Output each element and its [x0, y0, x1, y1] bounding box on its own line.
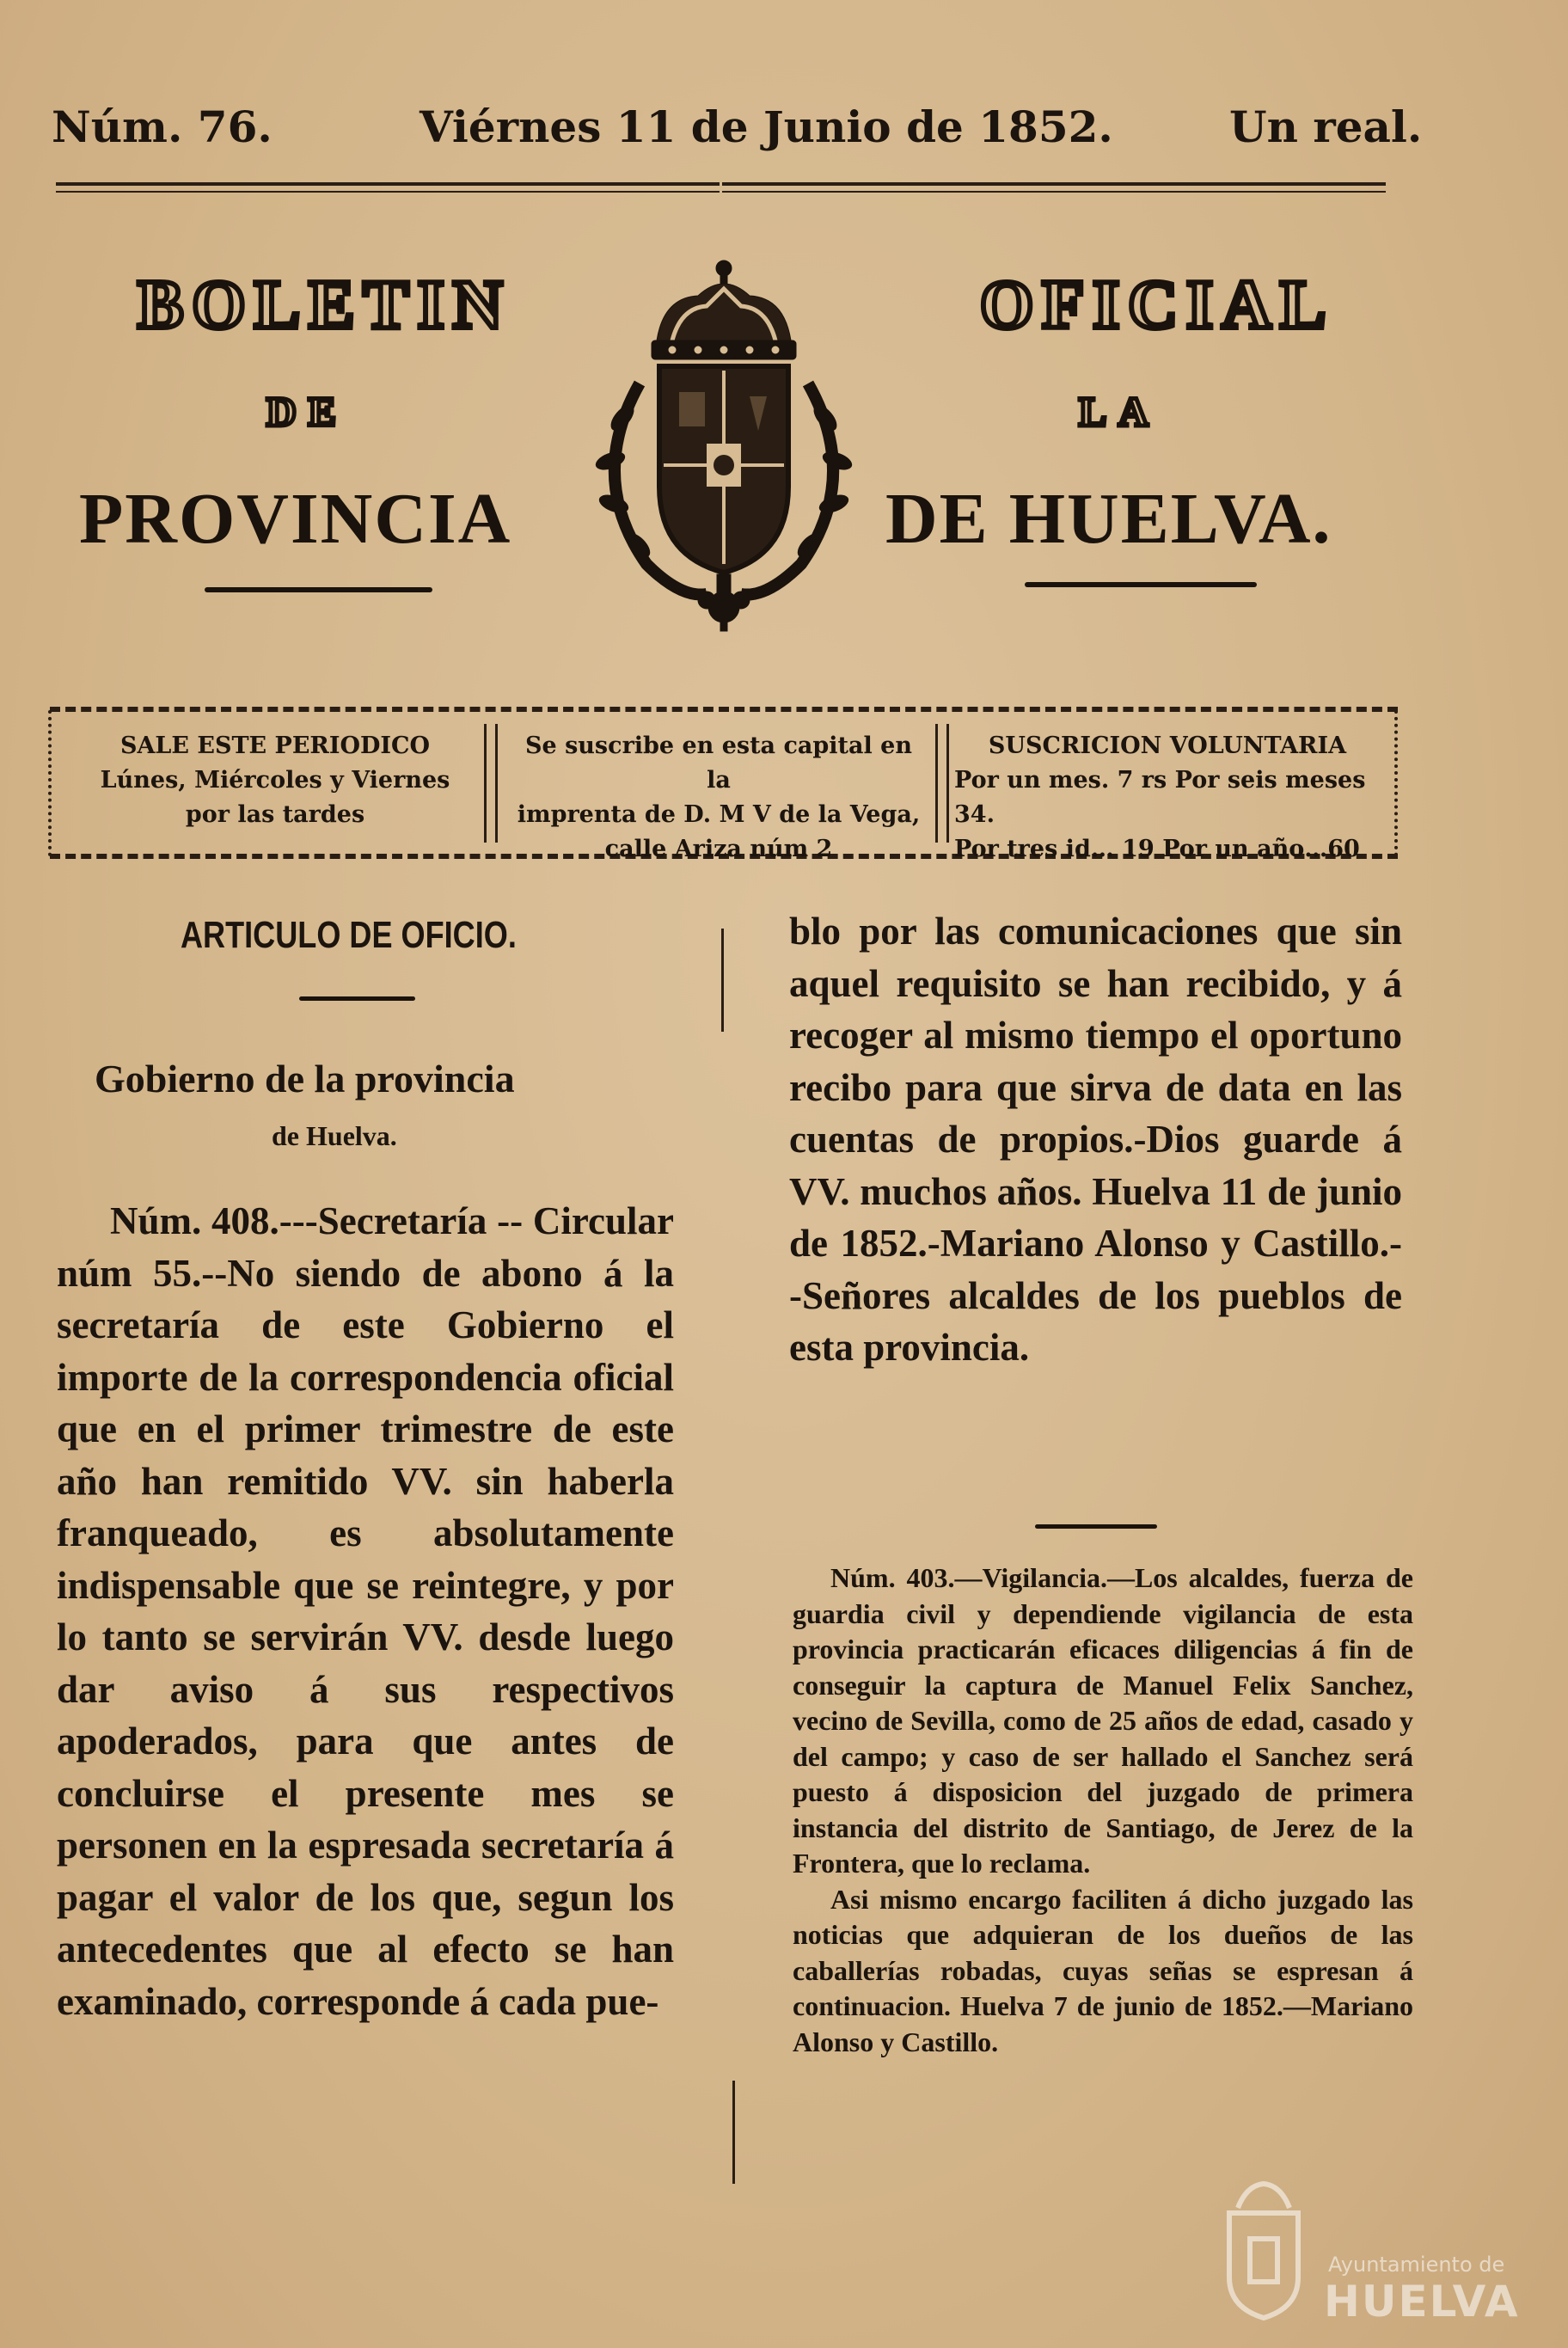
circular-text-left: Núm. 408.---Secretaría -- Circular núm 55.--No siendo de abono á la secretaría de este Gobierno el importe de la correspondencia oficial que en el primer trimestre de este año han remitido VV. sin haberla franqueado, es absolutamente indispensable que se reintegre, y por lo tanto se servirán VV. desde luego dar aviso á sus respectivos apoderados, para que antes de concluirse el presente mes se personen en la espresada secretaría á pagar el valor de los que, segun los antecedentes que al efecto se han examinado, corresponde á cada pue- [57, 1199, 674, 2023]
masthead-flourish-right [1025, 582, 1257, 587]
info-band-right-edge [1387, 710, 1398, 856]
info-place-line1: Se suscribe en esta capital en la [525, 733, 912, 794]
archive-crest-icon [1212, 2179, 1315, 2325]
info-divider-1 [484, 724, 498, 843]
masthead-flourish-left [205, 587, 432, 592]
header-rule-right-thin [722, 191, 1386, 193]
header-rule-right [722, 182, 1386, 186]
government-subtitle: de Huelva. [272, 1120, 397, 1151]
masthead-de-huelva: DE HUELVA. [885, 479, 1332, 559]
info-schedule-time: por las tardes [185, 801, 365, 828]
issue-number: Núm. 76. [52, 101, 273, 152]
section-title: ARTICULO DE OFICIO. [181, 914, 517, 956]
info-divider-2 [935, 724, 949, 843]
issue-date: Viérnes 11 de Junio de 1852. [420, 101, 1113, 152]
circular-paragraph-part2 [789, 905, 1402, 1374]
section-title-rule [299, 996, 415, 1001]
header-rule-left [56, 182, 720, 186]
masthead-oficial: OFICIAL [980, 267, 1335, 343]
vigilance-notice [793, 1560, 1413, 2060]
info-place-line2: imprenta de D. M V de la Vega, [517, 801, 921, 828]
info-schedule [77, 729, 473, 832]
masthead-provincia: PROVINCIA [79, 479, 512, 559]
column-divider-top [721, 929, 724, 1032]
coat-of-arms-icon [578, 254, 870, 633]
info-subscription-place [512, 729, 925, 867]
info-band-left-edge [48, 710, 58, 856]
circular-text-right: blo por las comunicaciones que sin aquel requisito se han recibido, y á recoger al mismo tiempo el oportuno recibo para que sirva de data en las cuentas de propios.-Dios guarde á VV. muchos años. Huelva 11 de junio de 1852.-Mariano Alonso y Castillo.--Señores alcaldes de los pueblos de esta provincia. [789, 910, 1402, 1369]
column-divider-bottom [732, 2081, 735, 2184]
info-band-top-border [50, 707, 1398, 712]
info-schedule-title: SALE ESTE PERIODICO [119, 733, 431, 759]
info-prices-title: SUSCRICION VOLUNTARIA [988, 733, 1347, 759]
notice-separator-rule [1035, 1524, 1157, 1529]
masthead-la: LA [1079, 389, 1161, 435]
masthead-boletin: BOLETIN [138, 267, 511, 343]
info-subscription-prices [954, 729, 1381, 867]
vigilance-notice-p2: Asi mismo encargo faciliten á dicho juzgado las noticias que adquieran de los dueños de las caballerías robadas, cuyas señas se espresan á continuacion. Huelva 7 de junio de 1852.—Mariano Alonso y Castillo. [793, 1883, 1413, 2057]
vigilance-notice-p1: Núm. 403.—Vigilancia.—Los alcaldes, fuerza de guardia civil y dependiende vigilancia de esta provincia practicarán eficaces diligencias á fin de conseguir la captura de Manuel Felix Sanchez, vecino de Sevilla, como de 25 años de edad, casado y del campo; y caso de ser hallado el Sanchez será puesto á disposicion del juzgado de primera instancia del distrito de Santiago, de Jerez de la Frontera, que lo reclama. [793, 1562, 1413, 1879]
info-place-line3: calle Ariza núm 2 [604, 836, 833, 862]
info-prices-line1: Por un mes. 7 rs Por seis meses 34. [954, 767, 1366, 828]
info-schedule-days: Lúnes, Miércoles y Viernes [100, 767, 450, 794]
masthead-de: DE [266, 389, 348, 435]
government-title: Gobierno de la provincia [95, 1057, 515, 1100]
watermark-line2: HUELVA [1324, 2277, 1520, 2327]
circular-paragraph-part1 [57, 1195, 674, 2027]
header-rule-left-thin [56, 191, 720, 193]
issue-price: Un real. [1229, 101, 1423, 152]
watermark-line1: Ayuntamiento de [1328, 2253, 1505, 2277]
info-prices-line2: Por tres id… 19 Por un año…60 [954, 836, 1360, 862]
